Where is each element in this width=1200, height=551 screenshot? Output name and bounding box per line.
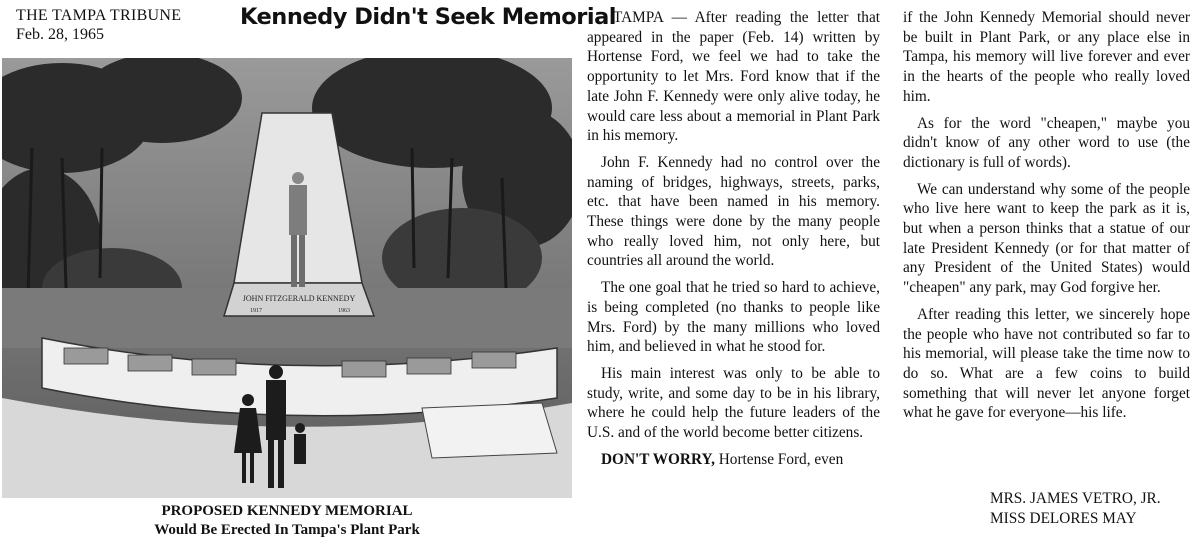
caption-title: PROPOSED KENNEDY MEMORIAL	[161, 503, 413, 519]
publication-date: Feb. 28, 1965	[16, 26, 104, 43]
paragraph-text: Hortense Ford, even	[714, 450, 844, 468]
paragraph: John F. Kennedy had no control over the naming of bridges, highways, streets, parks, etc. that have been named in his memory. These things were done by the many people who really loved him, not only here, but countries all around the world.	[587, 153, 880, 270]
letter-column-1	[587, 8, 880, 476]
headline: Kennedy Didn't Seek Memorial	[240, 4, 616, 30]
paragraph: The one goal that he tried so hard to achieve, is being completed (no thanks to people like Mrs. Ford) by the many millions who loved him, and believed in what he stood for.	[587, 279, 880, 356]
paragraph: As for the word "cheapen," maybe you didn't know of any other word to use (the dictionary is full of words).	[903, 114, 1190, 171]
paragraph	[587, 450, 880, 470]
paragraph: His main interest was only to be able to study, write, and some day to be in his library, where he could help the future leaders of the U.S. and of the world become better citizens.	[587, 364, 880, 442]
inscription: JOHN FITZGERALD KENNEDY	[242, 294, 356, 303]
death-year: 1963	[338, 308, 350, 314]
letter-column-2	[903, 8, 1190, 430]
newspaper-name: THE TAMPA TRIBUNE	[16, 7, 182, 24]
paragraph: We can understand why some of the people who live here want to keep the park as it is, but when a person thinks that a statue of our late President Kennedy (or for that matter of any President of the United States) would "cheapen" any park, may God forgive her.	[903, 180, 1190, 297]
signature-line: MRS. JAMES VETRO, JR.	[990, 490, 1161, 507]
signatures	[990, 489, 1161, 529]
paragraph: TAMPA — After reading the letter that appeared in the paper (Feb. 14) written by Hortense Ford, we feel we had to take the opportunity to let Mrs. Ford know that if the late John F. Kennedy were only alive today, he would care less about a memorial in Plant Park in his memory.	[587, 9, 880, 145]
lead-in: DON'T WORRY,	[601, 450, 715, 468]
paragraph: if the John Kennedy Memorial should never be built in Plant Park, or any place else in Tampa, his memory will live forever and ever in the hearts of the people who really loved him.	[903, 9, 1190, 105]
bench	[422, 403, 557, 458]
signature-line: MISS DELORES MAY	[990, 510, 1137, 527]
caption-subtitle: Would Be Erected In Tampa's Plant Park	[154, 522, 420, 538]
masthead	[16, 6, 181, 44]
illustration-caption	[0, 502, 574, 540]
paragraph: After reading this letter, we sincerely hope the people who have not contributed so far to his memorial, will please take the time now to do so. What are a few coins to build something that will never let anyone forget what he gave for everyone—his life.	[903, 305, 1190, 422]
memorial-illustration	[2, 58, 572, 498]
birth-year: 1917	[250, 308, 262, 314]
